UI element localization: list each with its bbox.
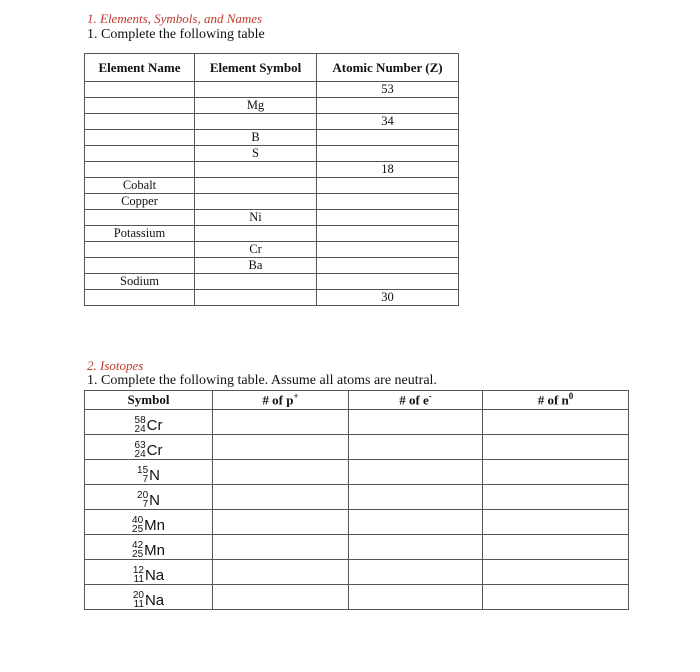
isotope-element-symbol: Na	[144, 591, 165, 609]
isotope-element-symbol: N	[149, 466, 160, 484]
cell-element-symbol[interactable]: S	[195, 146, 317, 162]
cell-atomic-number[interactable]	[317, 258, 459, 274]
cell-electrons[interactable]	[349, 485, 483, 510]
isotope-element-symbol: Mn	[144, 516, 165, 534]
cell-neutrons[interactable]	[483, 510, 629, 535]
cell-atomic-number[interactable]	[317, 210, 459, 226]
cell-element-symbol[interactable]: Mg	[195, 98, 317, 114]
elements-table-row	[85, 130, 459, 146]
cell-element-symbol[interactable]: Cr	[195, 242, 317, 258]
isotopes-table-row	[85, 585, 629, 610]
cell-isotope-symbol	[85, 435, 213, 460]
cell-electrons[interactable]	[349, 585, 483, 610]
header-neutrons-sup: 0	[568, 391, 574, 402]
isotope-notation	[133, 566, 164, 584]
cell-protons[interactable]	[213, 510, 349, 535]
isotopes-table-row	[85, 410, 629, 435]
cell-element-symbol[interactable]	[195, 290, 317, 306]
cell-atomic-number[interactable]	[317, 274, 459, 290]
cell-protons[interactable]	[213, 460, 349, 485]
elements-table-row	[85, 290, 459, 306]
isotopes-table-row	[85, 560, 629, 585]
isotope-element-symbol: Cr	[146, 441, 163, 459]
header-element-name: Element Name	[85, 54, 195, 82]
isotope-numbers	[135, 441, 146, 459]
cell-neutrons[interactable]	[483, 460, 629, 485]
cell-atomic-number[interactable]	[317, 146, 459, 162]
cell-element-symbol[interactable]: Ni	[195, 210, 317, 226]
cell-element-name[interactable]: Copper	[85, 194, 195, 210]
cell-atomic-number[interactable]	[317, 194, 459, 210]
elements-table-row	[85, 242, 459, 258]
cell-element-symbol[interactable]	[195, 162, 317, 178]
cell-element-symbol[interactable]	[195, 114, 317, 130]
isotope-numbers	[133, 566, 144, 584]
cell-atomic-number[interactable]: 34	[317, 114, 459, 130]
cell-isotope-symbol	[85, 535, 213, 560]
header-element-symbol: Element Symbol	[195, 54, 317, 82]
isotope-atomic-number: 11	[133, 599, 144, 610]
cell-protons[interactable]	[213, 485, 349, 510]
elements-table-row	[85, 146, 459, 162]
elements-table-row	[85, 210, 459, 226]
isotope-atomic-number: 25	[132, 524, 144, 535]
cell-neutrons[interactable]	[483, 485, 629, 510]
isotope-element-symbol: Cr	[146, 416, 163, 434]
isotope-atomic-number: 7	[142, 474, 149, 485]
isotopes-table-row	[85, 460, 629, 485]
isotope-mass-number: 42	[132, 540, 144, 551]
isotope-mass-number: 20	[132, 590, 144, 601]
isotope-notation	[137, 466, 160, 484]
cell-isotope-symbol	[85, 460, 213, 485]
cell-element-symbol[interactable]: B	[195, 130, 317, 146]
cell-electrons[interactable]	[349, 460, 483, 485]
isotope-mass-number: 20	[137, 490, 149, 501]
elements-table-row	[85, 82, 459, 98]
isotope-notation	[132, 516, 165, 534]
section1-instruction: 1. Complete the following table	[87, 27, 265, 42]
isotopes-table-header	[85, 391, 629, 410]
cell-electrons[interactable]	[349, 560, 483, 585]
cell-element-name[interactable]	[85, 162, 195, 178]
elements-table	[84, 53, 459, 306]
elements-table-row	[85, 178, 459, 194]
isotope-mass-number: 63	[134, 440, 146, 451]
isotopes-table	[84, 390, 629, 610]
isotope-atomic-number: 7	[142, 499, 149, 510]
cell-element-name[interactable]: Sodium	[85, 274, 195, 290]
isotope-numbers	[135, 416, 146, 434]
cell-protons[interactable]	[213, 535, 349, 560]
cell-element-name[interactable]	[85, 210, 195, 226]
isotope-numbers	[133, 591, 144, 609]
isotope-numbers	[132, 541, 143, 559]
cell-element-symbol[interactable]	[195, 194, 317, 210]
cell-neutrons[interactable]	[483, 560, 629, 585]
elements-table-row	[85, 98, 459, 114]
section1-title: 1. Elements, Symbols, and Names	[87, 11, 263, 26]
cell-atomic-number[interactable]	[317, 130, 459, 146]
section2-title: 2. Isotopes	[87, 358, 144, 373]
cell-element-name[interactable]: Cobalt	[85, 178, 195, 194]
isotope-notation	[137, 491, 160, 509]
cell-element-name[interactable]	[85, 98, 195, 114]
header-atomic-number: Atomic Number (Z)	[317, 54, 459, 82]
isotopes-table-row	[85, 485, 629, 510]
header-electrons-label: # of e	[399, 392, 429, 408]
cell-atomic-number[interactable]	[317, 242, 459, 258]
header-protons-sup: +	[293, 391, 299, 402]
isotope-atomic-number: 11	[133, 574, 144, 585]
cell-element-name[interactable]	[85, 114, 195, 130]
cell-atomic-number[interactable]	[317, 98, 459, 114]
isotope-numbers	[137, 466, 148, 484]
cell-protons[interactable]	[213, 435, 349, 460]
elements-table-row	[85, 194, 459, 210]
elements-table-row	[85, 226, 459, 242]
isotope-notation	[132, 541, 165, 559]
header-neutrons-label: # of n	[537, 392, 569, 408]
header-electrons-sup: -	[428, 391, 432, 402]
isotope-element-symbol: Mn	[144, 541, 165, 559]
cell-atomic-number[interactable]: 53	[317, 82, 459, 98]
cell-atomic-number[interactable]	[317, 178, 459, 194]
elements-table-row	[85, 258, 459, 274]
cell-protons[interactable]	[213, 585, 349, 610]
isotope-numbers	[137, 491, 148, 509]
isotope-mass-number: 40	[132, 515, 144, 526]
cell-electrons[interactable]	[349, 535, 483, 560]
cell-element-symbol[interactable]	[195, 82, 317, 98]
cell-element-name[interactable]	[85, 290, 195, 306]
header-protons-label: # of p	[262, 392, 294, 408]
isotope-atomic-number: 25	[132, 549, 144, 560]
cell-isotope-symbol	[85, 510, 213, 535]
cell-element-name[interactable]: Potassium	[85, 226, 195, 242]
cell-element-name[interactable]	[85, 258, 195, 274]
header-electrons	[349, 391, 483, 410]
cell-protons[interactable]	[213, 410, 349, 435]
header-neutrons	[483, 391, 629, 410]
isotope-atomic-number: 24	[134, 424, 146, 435]
isotope-notation	[135, 416, 163, 434]
cell-isotope-symbol	[85, 485, 213, 510]
isotope-element-symbol: N	[149, 491, 160, 509]
elements-table-header	[85, 54, 459, 82]
isotope-notation	[133, 591, 164, 609]
cell-electrons[interactable]	[349, 510, 483, 535]
elements-table-row	[85, 162, 459, 178]
cell-element-name[interactable]	[85, 146, 195, 162]
isotope-mass-number: 15	[137, 465, 149, 476]
cell-isotope-symbol	[85, 560, 213, 585]
isotopes-table-row	[85, 535, 629, 560]
cell-neutrons[interactable]	[483, 535, 629, 560]
cell-electrons[interactable]	[349, 435, 483, 460]
cell-neutrons[interactable]	[483, 585, 629, 610]
cell-isotope-symbol	[85, 410, 213, 435]
cell-element-name[interactable]	[85, 82, 195, 98]
cell-electrons[interactable]	[349, 410, 483, 435]
cell-atomic-number[interactable]: 30	[317, 290, 459, 306]
isotope-mass-number: 12	[132, 565, 144, 576]
cell-atomic-number[interactable]: 18	[317, 162, 459, 178]
header-protons	[213, 391, 349, 410]
cell-neutrons[interactable]	[483, 410, 629, 435]
isotopes-table-row	[85, 510, 629, 535]
cell-element-symbol[interactable]	[195, 226, 317, 242]
cell-protons[interactable]	[213, 560, 349, 585]
cell-element-symbol[interactable]	[195, 178, 317, 194]
cell-element-name[interactable]	[85, 242, 195, 258]
cell-neutrons[interactable]	[483, 435, 629, 460]
header-symbol: Symbol	[85, 391, 213, 410]
isotope-atomic-number: 24	[134, 449, 146, 460]
cell-element-name[interactable]	[85, 130, 195, 146]
elements-table-row	[85, 114, 459, 130]
elements-table-row	[85, 274, 459, 290]
isotope-notation	[135, 441, 163, 459]
isotope-element-symbol: Na	[144, 566, 165, 584]
section2-instruction: 1. Complete the following table. Assume all atoms are neutral.	[87, 373, 437, 388]
cell-element-symbol[interactable]: Ba	[195, 258, 317, 274]
isotopes-table-row	[85, 435, 629, 460]
cell-atomic-number[interactable]	[317, 226, 459, 242]
isotope-mass-number: 58	[134, 415, 146, 426]
cell-element-symbol[interactable]	[195, 274, 317, 290]
cell-isotope-symbol	[85, 585, 213, 610]
isotope-numbers	[132, 516, 143, 534]
